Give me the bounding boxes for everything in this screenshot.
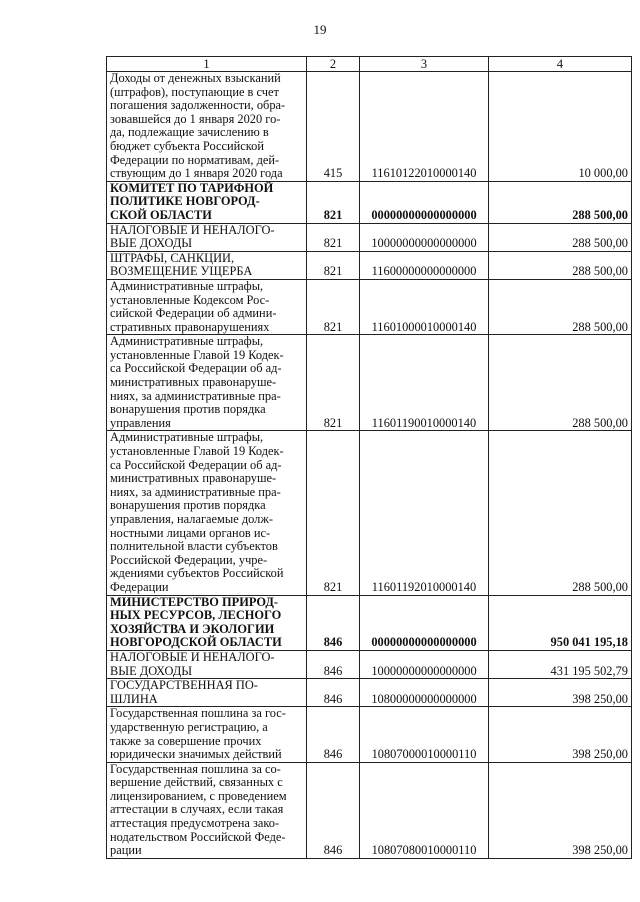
header-col-2: 2 (307, 57, 360, 72)
row-name: МИНИСТЕРСТВО ПРИРОД- НЫХ РЕСУРСОВ, ЛЕСНОГО ХОЗЯЙСТВА И ЭКОЛОГИИ НОВГОРОДСКОЙ ОБЛАСТИ (107, 595, 307, 650)
row-code: 821 (307, 335, 360, 431)
row-kbk-code: 11610122010000140 (360, 72, 489, 182)
revenue-table (106, 56, 632, 859)
row-name: КОМИТЕТ ПО ТАРИФНОЙ ПОЛИТИКЕ НОВГОРОД- СКОЙ ОБЛАСТИ (107, 181, 307, 223)
table-row (107, 251, 632, 279)
table-header-row (107, 57, 632, 72)
row-sum: 288 500,00 (489, 223, 632, 251)
row-code: 821 (307, 431, 360, 595)
row-name: Доходы от денежных взысканий (штрафов), поступающие в счет погашения задолженности, обра- зовавшейся до 1 января 2020 го- да, подлежащие зачислению в бюджет субъекта Российской Федерации по нормативам, дей- ствующим до 1 января 2020 года (107, 72, 307, 182)
row-sum: 398 250,00 (489, 762, 632, 858)
row-sum: 10 000,00 (489, 72, 632, 182)
row-sum: 950 041 195,18 (489, 595, 632, 650)
row-name: Государственная пошлина за со- вершение действий, связанных с лицензированием, с проведением аттестации в случаях, если такая аттестация предусмотрена зако- нодательством Российской Феде- рации (107, 762, 307, 858)
table-row (107, 72, 632, 182)
row-sum: 288 500,00 (489, 335, 632, 431)
row-name: Административные штрафы, установленные Главой 19 Кодек- са Российской Федерации об ад- министративных правонаруше- ниях, за административные пра- вонарушения против порядка управления, налагаемые долж- ностными лицами органов ис- полнительной власти субъектов Российской Федерации, учре- ждениями субъектов Российской Федерации (107, 431, 307, 595)
row-name: НАЛОГОВЫЕ И НЕНАЛОГО- ВЫЕ ДОХОДЫ (107, 650, 307, 678)
header-col-4: 4 (489, 57, 632, 72)
row-kbk-code: 10807080010000110 (360, 762, 489, 858)
table-row (107, 431, 632, 595)
row-name: Административные штрафы, установленные Главой 19 Кодек- са Российской Федерации об ад- министративных правонаруше- ниях, за административные пра- вонарушения против порядка управления (107, 335, 307, 431)
row-code: 821 (307, 251, 360, 279)
row-sum: 288 500,00 (489, 251, 632, 279)
table-row (107, 679, 632, 707)
table-row (107, 181, 632, 223)
row-kbk-code: 10000000000000000 (360, 650, 489, 678)
row-kbk-code: 11601190010000140 (360, 335, 489, 431)
row-code: 846 (307, 762, 360, 858)
row-name: Административные штрафы, установленные Кодексом Рос- сийской Федерации об админи- стративных правонарушениях (107, 279, 307, 334)
row-name: ГОСУДАРСТВЕННАЯ ПО- ШЛИНА (107, 679, 307, 707)
row-kbk-code: 10800000000000000 (360, 679, 489, 707)
row-kbk-code: 10807000010000110 (360, 707, 489, 762)
row-code: 821 (307, 181, 360, 223)
row-sum: 288 500,00 (489, 279, 632, 334)
row-code: 821 (307, 223, 360, 251)
row-name: Государственная пошлина за гос- ударственную регистрацию, а также за совершение прочих юридически значимых действий (107, 707, 307, 762)
table-row (107, 762, 632, 858)
header-col-3: 3 (360, 57, 489, 72)
table-row (107, 223, 632, 251)
table-row (107, 595, 632, 650)
row-code: 846 (307, 679, 360, 707)
row-kbk-code: 11600000000000000 (360, 251, 489, 279)
header-col-1: 1 (107, 57, 307, 72)
row-code: 846 (307, 595, 360, 650)
page-number: 19 (313, 22, 327, 37)
row-kbk-code: 11601192010000140 (360, 431, 489, 595)
table-row (107, 707, 632, 762)
table-row (107, 335, 632, 431)
row-kbk-code: 00000000000000000 (360, 595, 489, 650)
table-row (107, 279, 632, 334)
row-sum: 398 250,00 (489, 707, 632, 762)
row-sum: 431 195 502,79 (489, 650, 632, 678)
table-row (107, 650, 632, 678)
row-code: 821 (307, 279, 360, 334)
row-sum: 288 500,00 (489, 181, 632, 223)
row-code: 846 (307, 650, 360, 678)
row-kbk-code: 10000000000000000 (360, 223, 489, 251)
row-sum: 398 250,00 (489, 679, 632, 707)
row-kbk-code: 11601000010000140 (360, 279, 489, 334)
row-name: ШТРАФЫ, САНКЦИИ, ВОЗМЕЩЕНИЕ УЩЕРБА (107, 251, 307, 279)
row-kbk-code: 00000000000000000 (360, 181, 489, 223)
row-name: НАЛОГОВЫЕ И НЕНАЛОГО- ВЫЕ ДОХОДЫ (107, 223, 307, 251)
row-sum: 288 500,00 (489, 431, 632, 595)
row-code: 846 (307, 707, 360, 762)
row-code: 415 (307, 72, 360, 182)
